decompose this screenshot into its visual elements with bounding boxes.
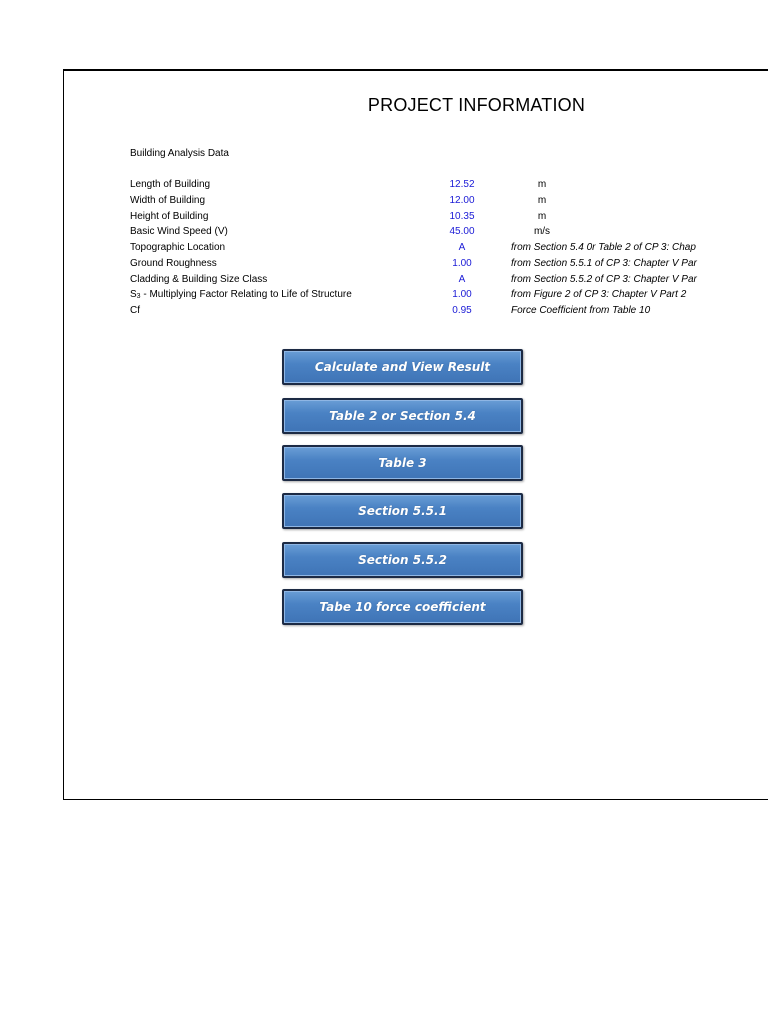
row-label: Height of Building	[130, 211, 209, 222]
row-ground-roughness	[64, 258, 768, 273]
row-width	[64, 195, 768, 210]
calculate-button[interactable]: Calculate and View Result	[282, 349, 523, 385]
section-5-5-1-button[interactable]: Section 5.5.1	[282, 493, 523, 529]
row-value[interactable]: 10.35	[449, 211, 475, 222]
table-3-button[interactable]: Table 3	[282, 445, 523, 481]
row-label: Topographic Location	[130, 242, 226, 253]
label-text: - Multiplying Factor Relating to Life of Structure	[140, 289, 352, 300]
table-10-button[interactable]: Tabe 10 force coefficient	[282, 589, 523, 625]
row-note: Force Coefficient from Table 10	[511, 305, 651, 316]
row-label: Length of Building	[130, 179, 211, 190]
label-subscript: 3	[136, 293, 141, 300]
row-value[interactable]: 45.00	[449, 226, 475, 237]
row-label: Width of Building	[130, 195, 206, 206]
row-note: from Section 5.4 0r Table 2 of CP 3: Chap	[511, 242, 696, 253]
row-value[interactable]: 1.00	[452, 289, 472, 300]
row-length	[64, 179, 768, 194]
row-topographic-location	[64, 242, 768, 257]
row-unit: m/s	[533, 226, 551, 237]
row-value[interactable]: 0.95	[452, 305, 472, 316]
table-2-button[interactable]: Table 2 or Section 5.4	[282, 398, 523, 434]
row-label: Cf	[130, 305, 140, 316]
row-value[interactable]: A	[458, 242, 466, 253]
row-cf	[64, 305, 768, 320]
row-note: from Figure 2 of CP 3: Chapter V Part 2	[511, 289, 687, 300]
row-unit: m	[537, 195, 547, 206]
row-height	[64, 211, 768, 226]
row-note: from Section 5.5.2 of CP 3: Chapter V Par	[511, 274, 697, 285]
row-unit: m	[537, 211, 547, 222]
row-value[interactable]: 1.00	[452, 258, 472, 269]
page-title: PROJECT INFORMATION	[367, 95, 586, 115]
row-value[interactable]: 12.52	[449, 179, 475, 190]
row-label: Ground Roughness	[130, 258, 217, 269]
label-prefix: S	[130, 289, 137, 300]
row-value[interactable]: A	[458, 274, 466, 285]
row-note: from Section 5.5.1 of CP 3: Chapter V Par	[511, 258, 697, 269]
worksheet	[63, 69, 768, 800]
section-5-5-2-button[interactable]: Section 5.5.2	[282, 542, 523, 578]
row-label: Cladding & Building Size Class	[130, 274, 268, 285]
row-label	[130, 289, 352, 300]
row-label: Basic Wind Speed (V)	[130, 226, 228, 237]
section-label: Building Analysis Data	[130, 148, 229, 159]
row-cladding-class	[64, 274, 768, 289]
row-unit: m	[537, 179, 547, 190]
row-s3-factor	[64, 289, 768, 304]
row-wind-speed	[64, 226, 768, 241]
row-value[interactable]: 12.00	[449, 195, 475, 206]
